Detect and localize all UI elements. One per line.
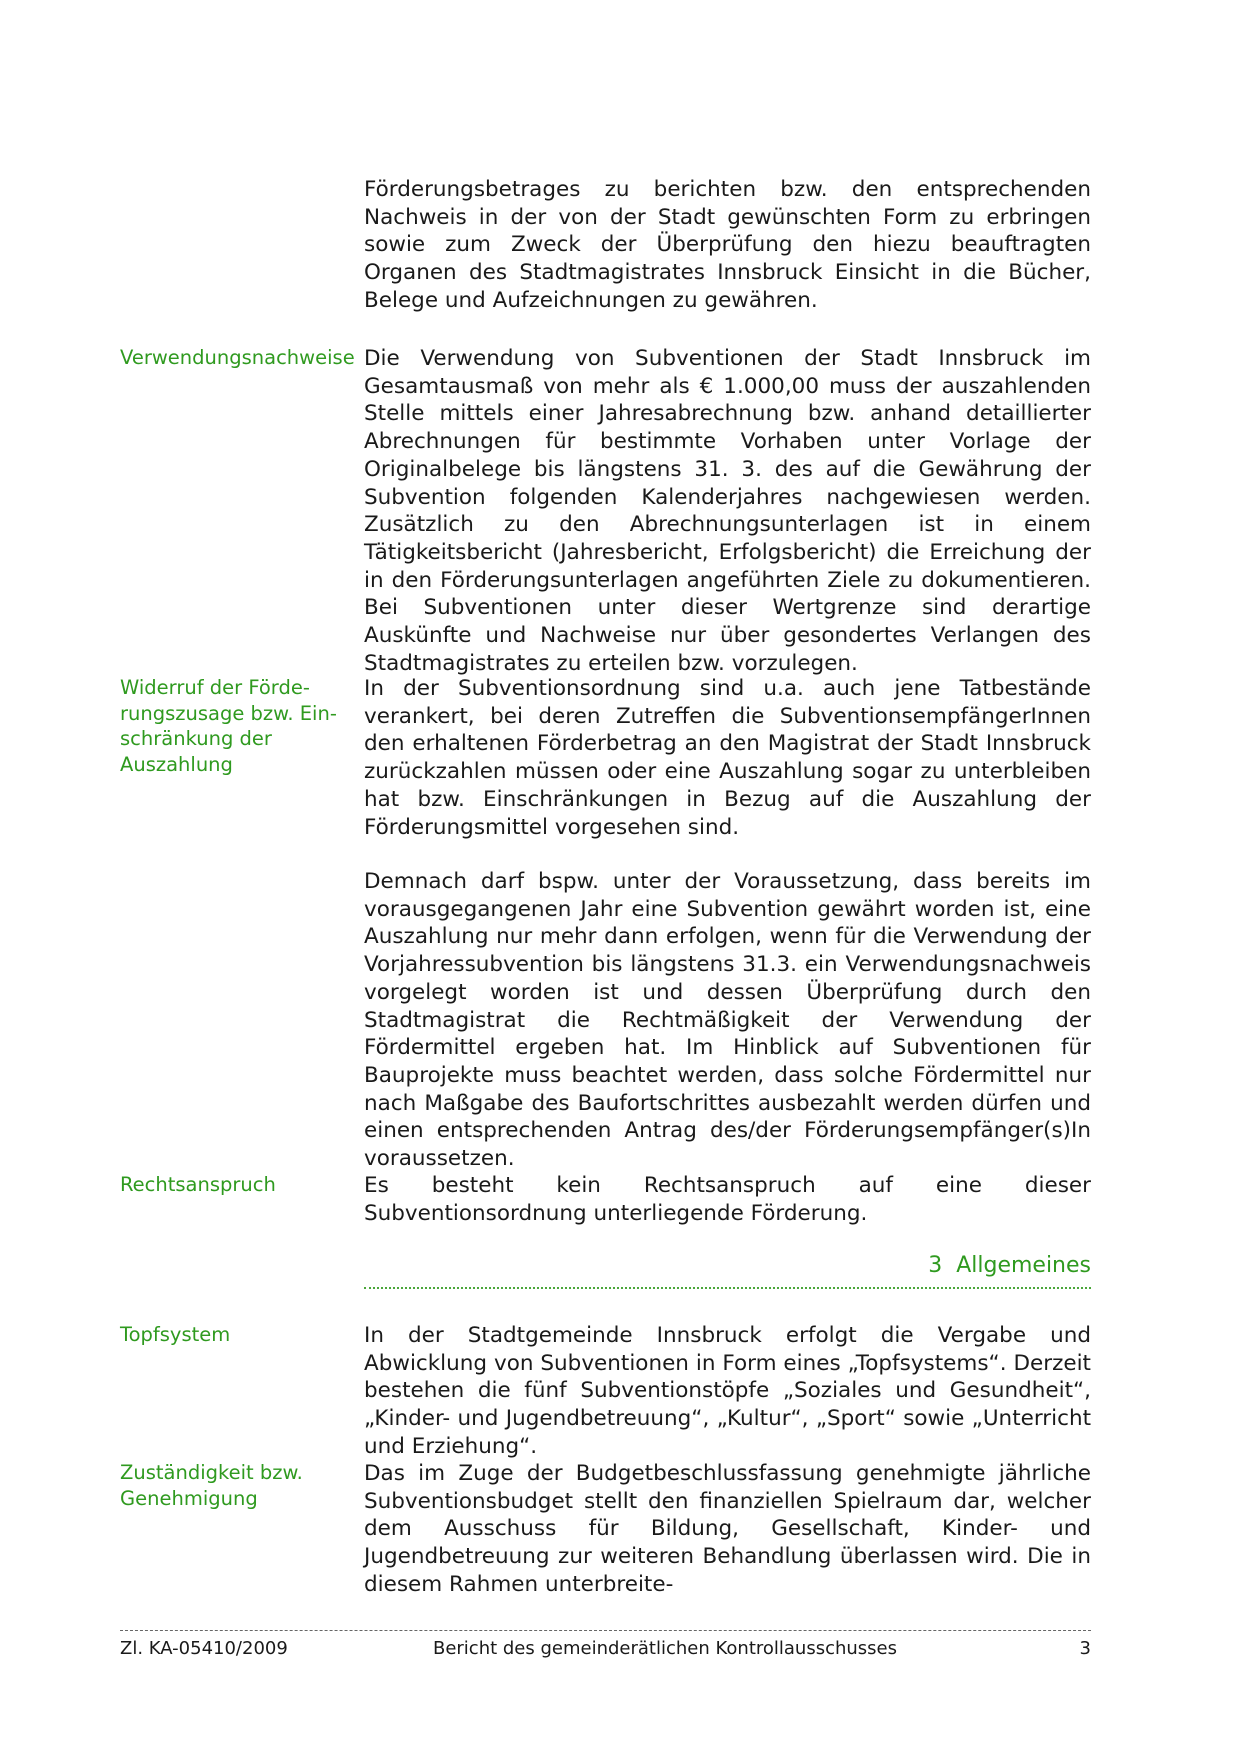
paragraph-widerruf-1: In der Subventionsordnung sind u.a. auch jene Tatbestände verankert, bei deren Zutreffen die SubventionsempfängerInnen den erhaltenen Förderbetrag an den Magistrat der Stadt Innsbruck zurückzahlen müssen oder eine Auszahlung sogar zu unterbleiben hat bzw. Einschränkungen in Bezug auf die Auszahlung der Förderungsmittel vorgesehen sind. bbox=[364, 676, 1091, 840]
margin-label-topfsystem: Topfsystem bbox=[120, 1323, 231, 1346]
margin-label-rechtsanspruch: Rechtsanspruch bbox=[120, 1173, 276, 1196]
paragraph-zustaendigkeit: Das im Zuge der Budgetbeschlussfassung genehmigte jährliche Subventionsbudget stellt den finanziellen Spielraum dar, welcher dem Ausschuss für Bildung, Gesellschaft, Kinder- und Jugendbetreuung zur weiteren Behandlung überlassen wird. Die in diesem Rahmen unterbreite- bbox=[364, 1461, 1091, 1597]
section-number: 3 bbox=[928, 1253, 943, 1278]
paragraph-rechtsanspruch: Es besteht kein Rechtsanspruch auf eine dieser Subventionsordnung unterliegende Förderung. bbox=[364, 1173, 1091, 1226]
footer-divider bbox=[120, 1630, 1091, 1631]
footer-title: Bericht des gemeinderätlichen Kontrollausschusses bbox=[432, 1638, 898, 1659]
section-heading bbox=[364, 1252, 1091, 1280]
section-divider bbox=[364, 1287, 1091, 1289]
paragraph-continuation: Förderungsbetrages zu berichten bzw. den entsprechenden Nachweis in der von der Stadt gewünschten Form zu erbringen sowie zum Zweck der Überprüfung den hiezu beauftragten Organen des Stadtmagistrates Innsbruck Einsicht in die Bücher, Belege und Aufzeichnungen zu gewähren. bbox=[364, 177, 1091, 313]
section-title: Allgemeines bbox=[956, 1253, 1091, 1278]
margin-label-verwendungsnachweise: Verwendungsnachweise bbox=[120, 346, 355, 369]
footer-reference: Zl. KA-05410/2009 bbox=[120, 1638, 288, 1659]
margin-label-widerruf: Widerruf der Förderungszusage bzw. Einschränkung der Auszahlung bbox=[120, 676, 337, 776]
paragraph-topfsystem: In der Stadtgemeinde Innsbruck erfolgt die Vergabe und Abwicklung von Subventionen in Form eines „Topfsystems“. Derzeit bestehen die fünf Subventionstöpfe „Soziales und Gesundheit“, „Kinder- und Jugendbetreuung“, „Kultur“, „Sport“ sowie „Unterricht und Erziehung“. bbox=[364, 1323, 1091, 1459]
page-number: 3 bbox=[1079, 1638, 1091, 1659]
paragraph-widerruf-2: Demnach darf bspw. unter der Voraussetzung, dass bereits im vorausgegangenen Jahr eine Subvention gewährt worden ist, eine Auszahlung nur mehr dann erfolgen, wenn für die Verwendung der Vorjahressubvention bis längstens 31.3. ein Verwendungsnachweis vorgelegt worden ist und dessen Überprüfung durch den Stadtmagistrat die Rechtmäßigkeit der Verwendung der Fördermittel ergeben hat. Im Hinblick auf Subventionen für Bauprojekte muss beachtet werden, dass solche Fördermittel nur nach Maßgabe des Baufortschrittes ausbezahlt werden dürfen und einen entsprechenden Antrag des/der Förderungsempfänger(s)In voraussetzen. bbox=[364, 869, 1091, 1172]
paragraph-verwendungsnachweise: Die Verwendung von Subventionen der Stadt Innsbruck im Gesamtausmaß von mehr als € 1.000,00 muss der auszahlenden Stelle mittels einer Jahresabrechnung bzw. anhand detaillierter Abrechnungen für bestimmte Vorhaben unter Vorlage der Originalbelege bis längstens 31. 3. des auf die Gewährung der Subvention folgenden Kalenderjahres nachgewiesen werden. Zusätzlich zu den Abrechnungsunterlagen ist in einem Tätigkeitsbericht (Jahresbericht, Erfolgsbericht) die Erreichung der in den Förderungsunterlagen angeführten Ziele zu dokumentieren. Bei Subventionen unter dieser Wertgrenze sind derartige Auskünfte und Nachweise nur über gesondertes Verlangen des Stadtmagistrates zu erteilen bzw. vorzulegen. bbox=[364, 346, 1091, 676]
margin-label-zustaendigkeit: Zuständigkeit bzw. Genehmigung bbox=[120, 1461, 303, 1510]
